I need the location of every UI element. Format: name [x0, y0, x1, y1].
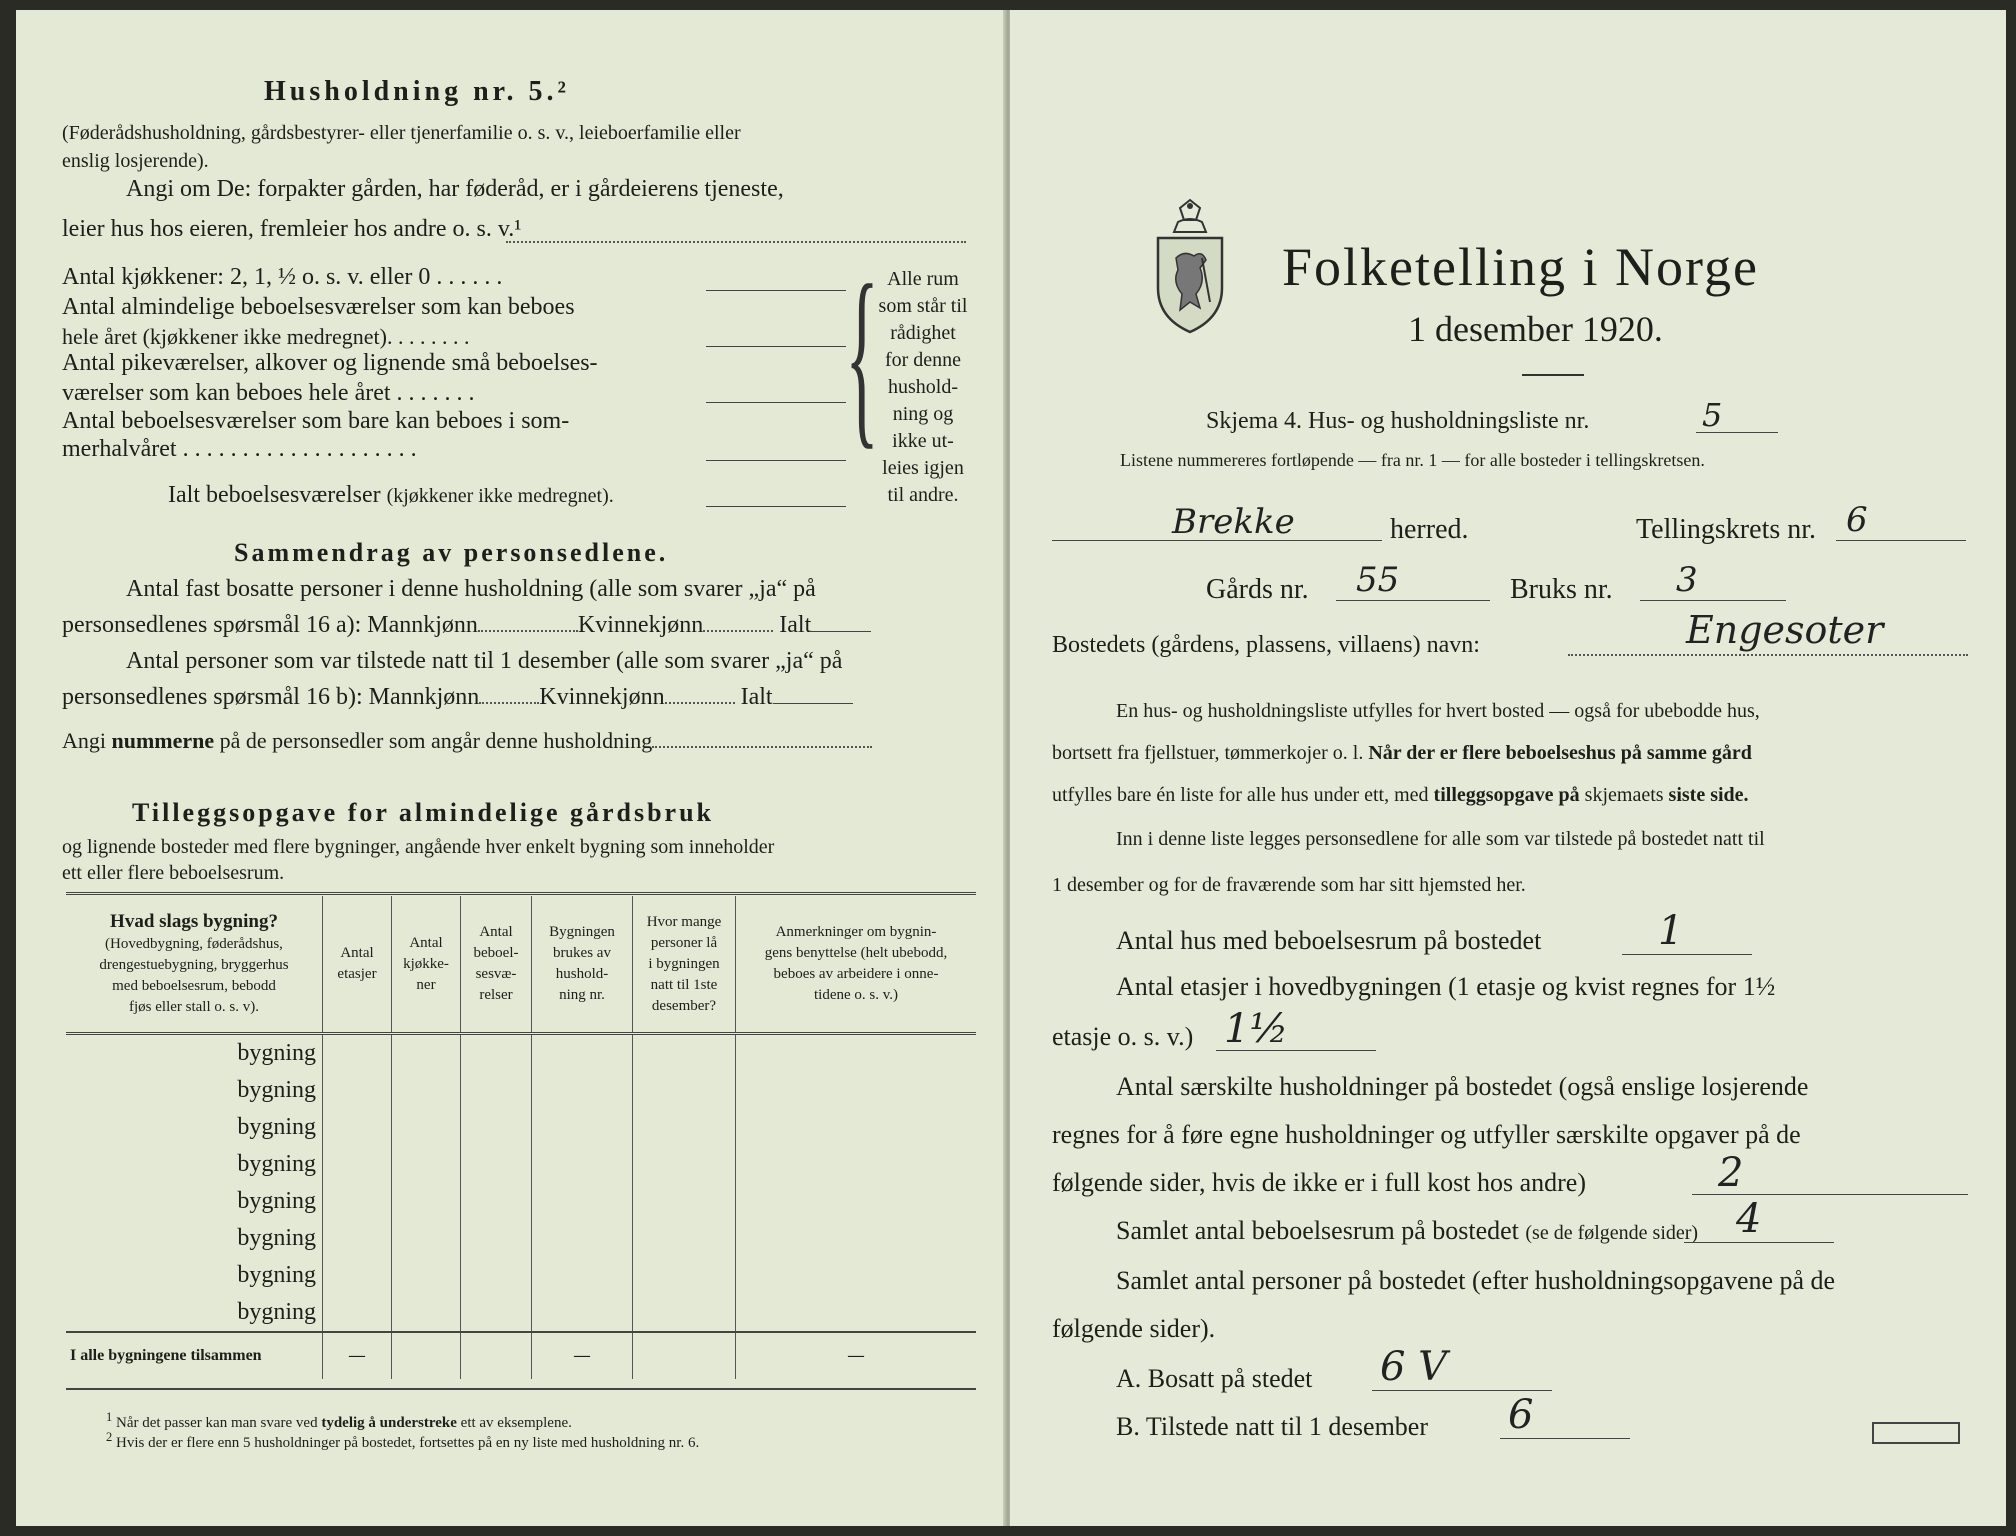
summary-line-2: personsedlenes spørsmål 16 a): Mannkjønn Kvinnekjønn Ialt — [62, 612, 871, 639]
para1-line-3: utfylles bare én liste for alle hus under ett, med tilleggsopgave på skjemaets siste side. — [1052, 784, 1749, 806]
tillegg-sub-2: ett eller flere beboelsesrum. — [62, 862, 285, 884]
rooms-line-7: merhalvåret . . . . . . . . . . . . . . . . . . . . — [62, 436, 417, 462]
col-husholdning-nr: Bygningen brukes av hushold- ning nr. — [532, 896, 633, 1034]
summary-line-1: Antal fast bosatte personer i denne husholdning (alle som svarer „ja“ på — [126, 576, 816, 602]
right-page — [1010, 10, 2006, 1526]
summary-line-3: Antal personer som var tilstede natt til 1 desember (alle som svarer „ja“ på — [126, 648, 843, 674]
samlet-rum-label: Samlet antal beboelsesrum på bostedet (se de følgende sider) — [1116, 1216, 1699, 1245]
rooms-line-4: Antal pikeværelser, alkover og lignende små beboelses- — [62, 350, 598, 376]
saerskilte-line-1: Antal særskilte husholdninger på bostedet (også enslige losjerende — [1116, 1072, 1809, 1101]
bostedets-value: Engesoter — [1686, 608, 1884, 652]
saerskilte-line-3: følgende sider, hvis de ikke er i full kost hos andre) — [1052, 1168, 1586, 1197]
bruks-nr-value: 3 — [1676, 560, 1698, 600]
saerskilte-value: 2 — [1718, 1150, 1744, 1196]
tilstede-value: 6 — [1508, 1392, 1534, 1438]
antal-hus-value: 1 — [1658, 908, 1684, 954]
tillegg-sub-1: og lignende bosteder med flere bygninger, angående hver enkelt bygning som inneholder — [62, 836, 775, 858]
brace: { — [845, 245, 879, 466]
etasjer-line-1: Antal etasjer i hovedbygningen (1 etasje og kvist regnes for 1½ — [1116, 972, 1776, 1001]
saerskilte-line-2: regnes for å føre egne husholdninger og utfyller særskilte opgaver på de — [1052, 1120, 1801, 1149]
antal-hus-label: Antal hus med beboelsesrum på bostedet — [1116, 926, 1542, 955]
bostedets-label: Bostedets (gårdens, plassens, villaens) navn: — [1052, 632, 1480, 658]
col-anmerkninger: Anmerkninger om bygnin- gens benyttelse (helt ubebodd, beboes av arbeidere i onne- tidene o. s. v.) — [736, 896, 977, 1034]
etasjer-value: 1½ — [1224, 1006, 1289, 1052]
census-date: 1 desember 1920. — [1408, 309, 1663, 349]
tellingskrets-label: Tellingskrets nr. — [1636, 514, 1817, 545]
rooms-line-2: Antal almindelige beboelsesværelser som kan beboes — [62, 294, 575, 320]
col-kjokkener: Antal kjøkke- ner — [392, 896, 461, 1034]
bosatt-label: A. Bosatt på stedet — [1116, 1364, 1313, 1393]
census-title: Folketelling i Norge — [1282, 237, 1759, 297]
rooms-line-3: hele året (kjøkkener ikke medregnet). . . . . . . . — [62, 324, 470, 349]
col-personer: Hvor mange personer lå i bygningen natt til 1ste desember? — [633, 896, 736, 1034]
angi-line-1: Angi om De: forpakter gården, har føderåd, er i gårdeierens tjeneste, — [126, 176, 784, 202]
table-total-row: I alle bygningene tilsammen — — — — [66, 1332, 976, 1379]
col-etasjer: Antal etasjer — [323, 896, 392, 1034]
footnote-2: $^2$ Hvis der er flere enn 5 husholdninger på bostedet, fortsettes på en ny liste med husholdning nr. 6. — [106, 1430, 700, 1451]
rooms-line-6: Antal beboelsesværelser som bare kan beboes i som- — [62, 408, 570, 434]
ialt-rooms-label: Ialt beboelsesværelser (kjøkkener ikke medregnet). — [168, 482, 614, 508]
table-header-row — [66, 896, 976, 1034]
left-page — [16, 10, 1016, 1526]
angi-line-2: leier hus hos eieren, fremleier hos andre o. s. v.¹ — [62, 216, 522, 242]
para2-line-1: Inn i denne liste legges personsedlene for alle som var tilstede på bostedet natt til — [1116, 828, 1765, 850]
table-row: bygning — [66, 1072, 976, 1109]
angi-nummer: Angi nummerne på de personsedler som angår denne husholdning — [62, 728, 872, 754]
rooms-line-kitchens: Antal kjøkkener: 2, 1, ½ o. s. v. eller 0 . . . . . . — [62, 264, 503, 290]
skjema-nr-value: 5 — [1702, 396, 1723, 434]
para1-line-2: bortsett fra fjellstuer, tømmerkojer o. l. Når der er flere beboelseshus på samme gård — [1052, 742, 1752, 764]
household-title: Husholdning nr. 5.² — [264, 76, 570, 107]
bruks-label: Bruks nr. — [1510, 574, 1613, 605]
intro-line-1: (Føderådshusholdning, gårdsbestyrer- eller tjenerfamilie o. s. v., leieboerfamilie eller — [62, 122, 741, 144]
skjema-label: Skjema 4. Hus- og husholdningsliste nr. — [1206, 408, 1590, 434]
samlet-rum-value: 4 — [1736, 1196, 1762, 1242]
intro-line-2: enslig losjerende). — [62, 150, 209, 172]
footnote-1: $^1$ Når det passer kan man svare ved tydelig å understreke ett av eksemplene. — [106, 1410, 572, 1431]
tellingskrets-nr-value: 6 — [1846, 500, 1868, 540]
etasjer-line-2: etasje o. s. v.) — [1052, 1022, 1194, 1051]
table-row: bygning — [66, 1257, 976, 1294]
table-row: bygning — [66, 1146, 976, 1183]
table-row: bygning — [66, 1220, 976, 1257]
col-building-type: Hvad slags bygning? (Hovedbygning, føderådshus, drengestuebygning, bryggerhus med beboelsesrum, bebodd fjøs eller stall o. s. v). — [66, 896, 323, 1034]
herred-value: Brekke — [1172, 502, 1295, 542]
gards-nr-value: 55 — [1356, 560, 1400, 600]
samlet-pers-line-1: Samlet antal personer på bostedet (efter husholdningsopgavene på de — [1116, 1266, 1836, 1295]
buildings-table — [66, 896, 976, 1379]
listene-note: Listene nummereres fortløpende — fra nr. 1 — for alle bosteder i tellingskretsen. — [1120, 450, 1705, 470]
col-beboelsesvaerelser: Antal beboel- sesvæ- relser — [461, 896, 532, 1034]
gards-label: Gårds nr. — [1206, 574, 1309, 605]
printer-stamp — [1872, 1422, 1960, 1444]
para2-line-2: 1 desember og for de fraværende som har sitt hjemsted her. — [1052, 874, 1526, 896]
rooms-line-5: værelser som kan beboes hele året . . . . . . . — [62, 380, 475, 406]
coat-of-arms-icon — [1150, 198, 1230, 338]
para1-line-1: En hus- og husholdningsliste utfylles for hvert bosted — også for ubebodde hus, — [1116, 700, 1760, 722]
table-row: bygning — [66, 1294, 976, 1332]
samlet-pers-line-2: følgende sider). — [1052, 1314, 1216, 1343]
summary-line-4: personsedlenes spørsmål 16 b): Mannkjønn Kvinnekjønn Ialt — [62, 684, 853, 711]
table-row: bygning — [66, 1034, 976, 1073]
summary-title: Sammendrag av personsedlene. — [234, 538, 669, 567]
tillegg-title: Tilleggsopgave for almindelige gårdsbruk — [132, 798, 715, 827]
table-row: bygning — [66, 1183, 976, 1220]
table-row: bygning — [66, 1109, 976, 1146]
brace-note: Alle rum som står til rådighet for denne hushold- ning og ikke ut- leies igjen til andre. — [878, 268, 968, 506]
herred-label: herred. — [1390, 514, 1469, 545]
tilstede-label: B. Tilstede natt til 1 desember — [1116, 1412, 1428, 1441]
bosatt-value: 6 V — [1380, 1344, 1448, 1390]
